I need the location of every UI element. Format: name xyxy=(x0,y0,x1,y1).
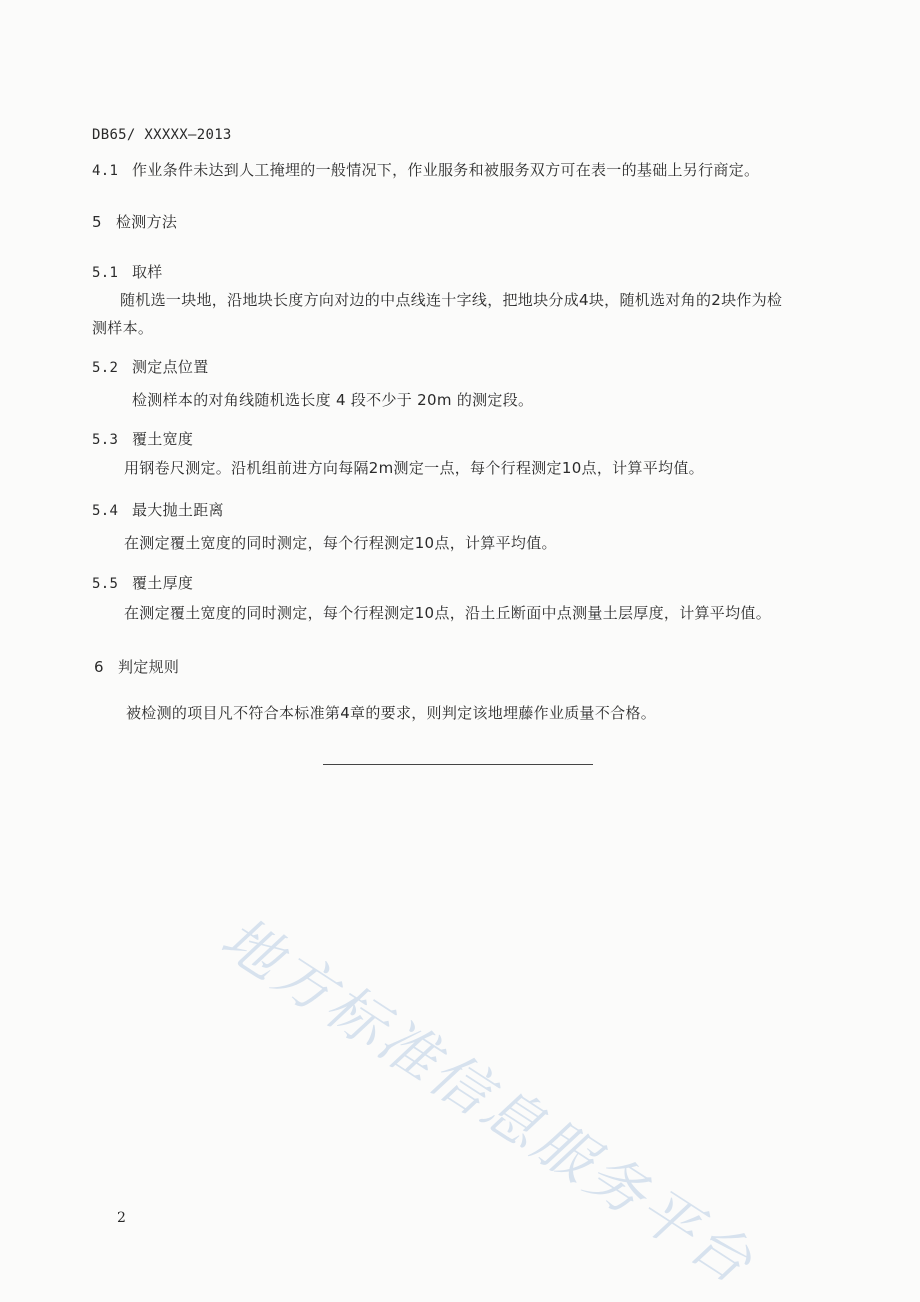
section-title: 取样 xyxy=(132,263,163,281)
section-number: 5.4 xyxy=(92,503,119,519)
section-title: 测定点位置 xyxy=(132,358,209,376)
section-5-3-body: 用钢卷尺测定。沿机组前进方向每隔2m测定一点，每个行程测定10点，计算平均值。 xyxy=(124,459,704,477)
section-5-1-heading xyxy=(92,262,163,283)
document-id: DB65/ XXXXX—2013 xyxy=(92,127,232,143)
end-rule xyxy=(323,764,593,765)
section-title: 覆土宽度 xyxy=(132,430,194,448)
section-6-heading xyxy=(94,657,179,677)
clause-text: 作业条件未达到人工掩埋的一般情况下，作业服务和被服务双方可在表一的基础上另行商定。 xyxy=(132,161,760,179)
section-number: 5.2 xyxy=(92,360,119,376)
clause-4-1 xyxy=(92,160,759,181)
section-number: 5 xyxy=(92,213,102,231)
section-number: 6 xyxy=(94,658,104,676)
section-5-1-body-line2: 测样本。 xyxy=(92,319,154,337)
section-5-2-body: 检测样本的对角线随机选长度 4 段不少于 20m 的测定段。 xyxy=(132,391,534,409)
section-number: 5.1 xyxy=(92,265,119,281)
section-5-3-heading xyxy=(92,429,193,450)
section-number: 5.3 xyxy=(92,432,119,448)
section-6-body: 被检测的项目凡不符合本标准第4章的要求，则判定该地埋藤作业质量不合格。 xyxy=(126,704,657,722)
section-5-2-heading xyxy=(92,357,209,378)
watermark: 地方标准信息服务平台 xyxy=(209,903,767,1299)
section-5-4-heading xyxy=(92,500,224,521)
section-title: 最大抛土距离 xyxy=(132,501,224,519)
section-5-1-body-line1: 随机选一块地，沿地块长度方向对边的中点线连十字线，把地块分成4块，随机选对角的2块作为检 xyxy=(120,291,783,309)
section-5-5-heading xyxy=(92,573,193,594)
section-title: 覆土厚度 xyxy=(132,574,194,592)
clause-number: 4.1 xyxy=(92,163,119,179)
section-5-5-body: 在测定覆土宽度的同时测定，每个行程测定10点，沿土丘断面中点测量土层厚度，计算平均值。 xyxy=(124,604,771,622)
section-5-heading xyxy=(92,212,177,232)
page-number: 2 xyxy=(117,1210,126,1226)
section-number: 5.5 xyxy=(92,576,119,592)
section-5-4-body: 在测定覆土宽度的同时测定，每个行程测定10点，计算平均值。 xyxy=(124,534,557,552)
section-title: 判定规则 xyxy=(118,658,180,676)
section-title: 检测方法 xyxy=(116,213,178,231)
